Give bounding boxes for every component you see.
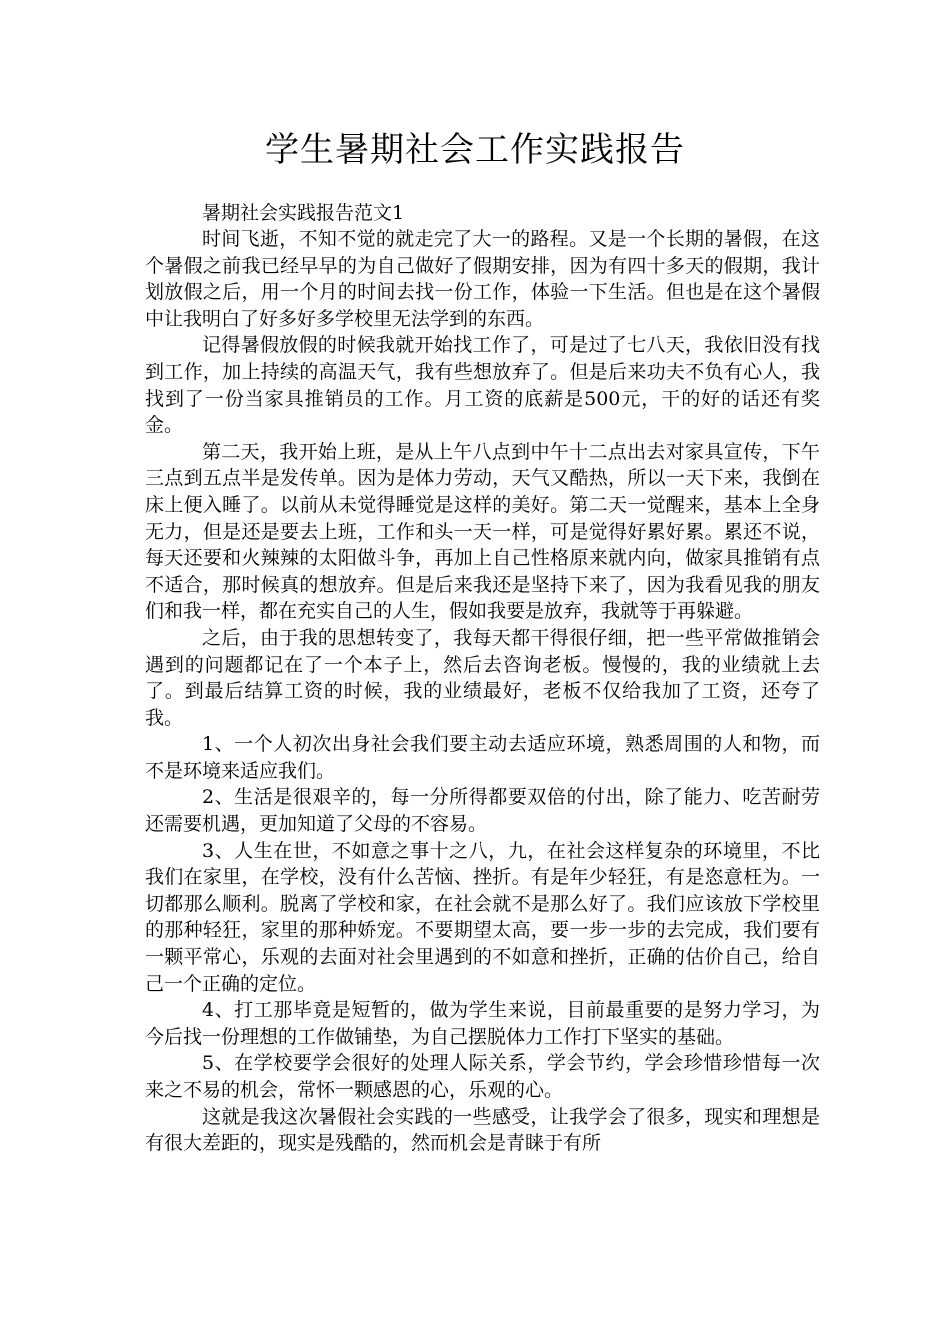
paragraph-3: 第二天，我开始上班，是从上午八点到中午十二点出去对家具宣传，下午三点到五点半是发传单。因为是体力劳动，天气又酷热，所以一天下来，我倒在床上便入睡了。以前从未觉得睡觉是这样的美好。第二天一觉醒来，基本上全身无力，但是还是要去上班，工作和头一天一样，可是觉得好累好累。累还不说，每天还要和火辣辣的太阳做斗争，再加上自己性格原来就内向，做家具推销有点不适合，那时候真的想放弃。但是后来我还是坚持下来了，因为我看见我的朋友们和我一样，都在充实自己的人生，假如我要是放弃，我就等于再躲避。 xyxy=(145,440,820,623)
paragraph-conclusion: 这就是我这次暑假社会实践的一些感受，让我学会了很多，现实和理想是有很大差距的，现实是残酷的，然而机会是青睐于有所 xyxy=(145,1105,820,1155)
paragraph-1: 时间飞逝，不知不觉的就走完了大一的路程。又是一个长期的暑假，在这个暑假之前我已经早早的为自己做好了假期安排，因为有四十多天的假期，我计划放假之后，用一个月的时间去找一份工作，体验一下生活。但也是在这个暑假中让我明白了好多好多学校里无法学到的东西。 xyxy=(145,228,820,330)
document-body xyxy=(145,200,820,1157)
list-item-2: 2、生活是很艰辛的，每一分所得都要双倍的付出，除了能力、吃苦耐劳还需要机遇，更加知道了父母的不容易。 xyxy=(145,786,820,836)
list-item-4: 4、打工那毕竟是短暂的，做为学生来说，目前最重要的是努力学习，为今后找一份理想的工作做铺垫，为自己摆脱体力工作打下坚实的基础。 xyxy=(145,999,820,1048)
list-item-1: 1、一个人初次出身社会我们要主动去适应环境，熟悉周围的人和物，而不是环境来适应我们。 xyxy=(145,733,820,782)
paragraph-4: 之后，由于我的思想转变了，我每天都干得很仔细，把一些平常做推销会遇到的问题都记在了一个本子上，然后去咨询老板。慢慢的，我的业绩就上去了。到最后结算工资的时候，我的业绩最好，老板不仅给我加了工资，还夸了我。 xyxy=(145,626,820,729)
list-item-5: 5、在学校要学会很好的处理人际关系，学会节约，学会珍惜珍惜每一次来之不易的机会，常怀一颗感恩的心，乐观的心。 xyxy=(145,1052,820,1101)
document-title: 学生暑期社会工作实践报告 xyxy=(265,130,685,170)
paragraph-2: 记得暑假放假的时候我就开始找工作了，可是过了七八天，我依旧没有找到工作，加上持续的高温天气，我有些想放弃了。但是后来功夫不负有心人，我找到了一份当家具推销员的工作。月工资的底薪是500元，干的好的话还有奖金。 xyxy=(145,334,820,437)
section-subtitle: 暑期社会实践报告范文1 xyxy=(202,202,405,224)
list-item-3: 3、人生在世，不如意之事十之八，九，在社会这样复杂的环境里，不比我们在家里，在学校，没有什么苦恼、挫折。有是年少轻狂，有是恣意枉为。一切都那么顺利。脱离了学校和家，在社会就不是那么好了。我们应该放下学校里的那种轻狂，家里的那种娇宠。不要期望太高，要一步一步的去完成，我们要有一颗平常心，乐观的去面对社会里遇到的不如意和挫折，正确的估价自己，给自己一个正确的定位。 xyxy=(145,839,820,995)
